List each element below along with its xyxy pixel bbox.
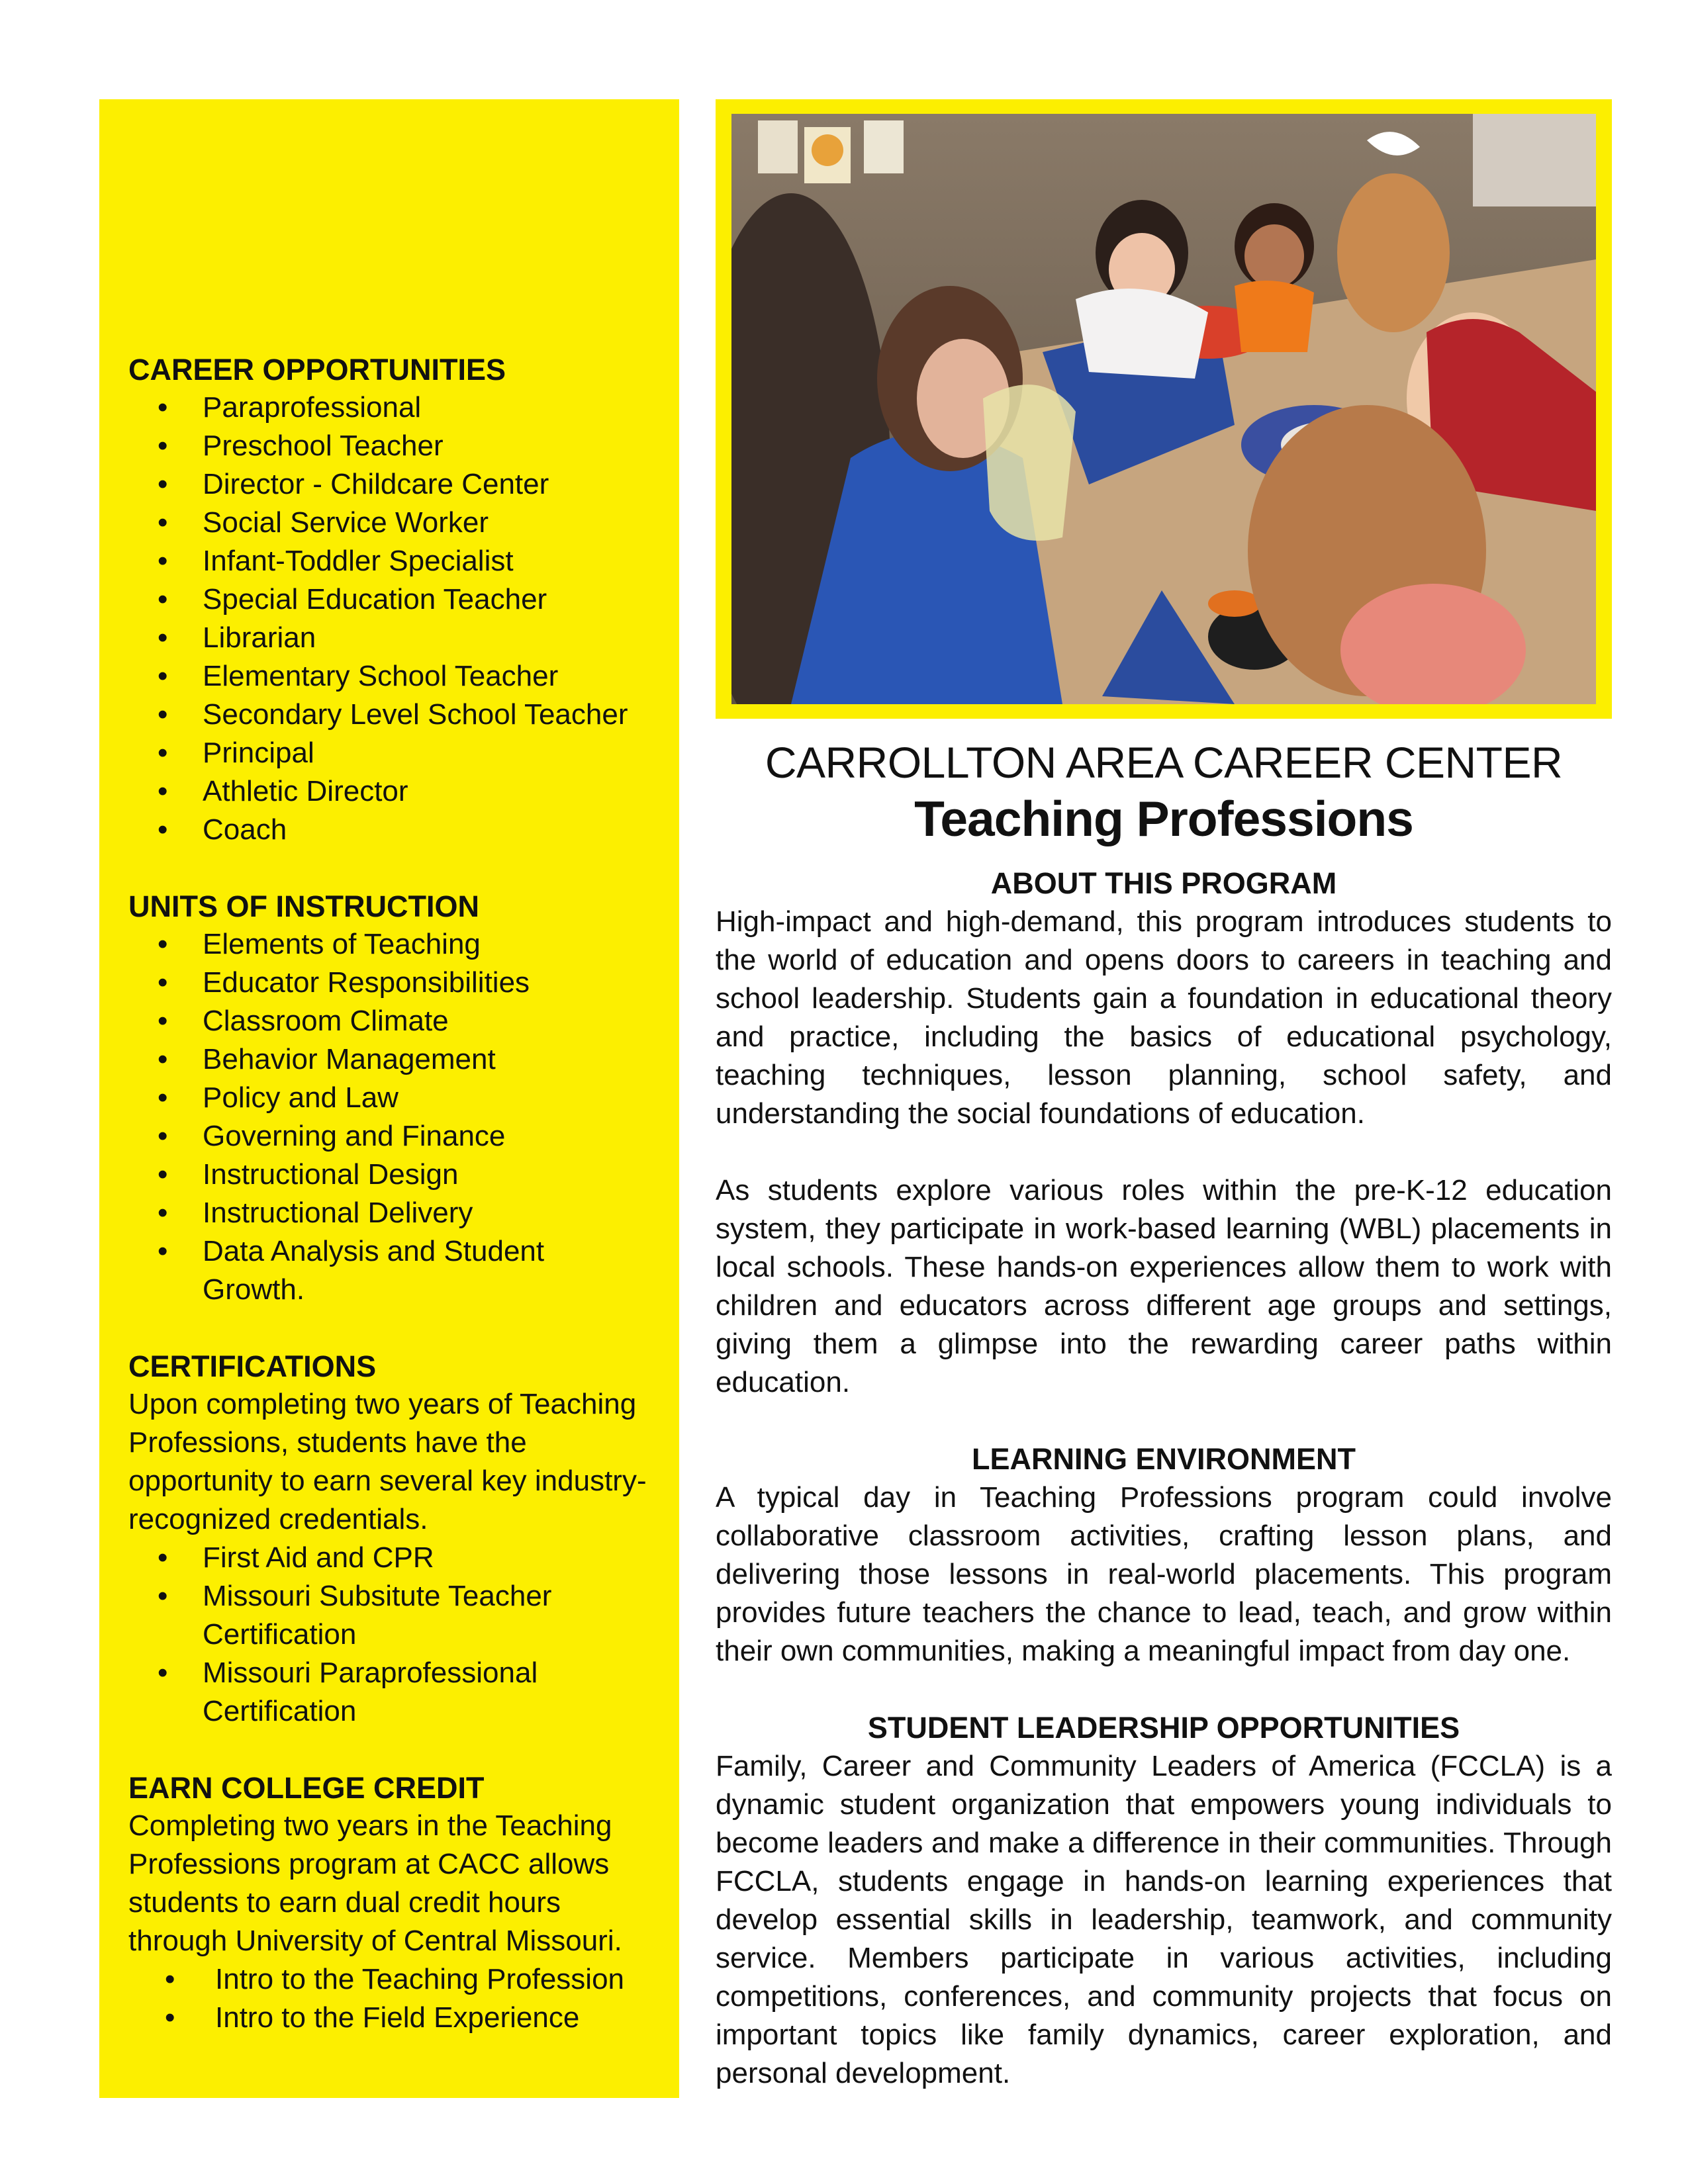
career-heading: CAREER OPPORTUNITIES bbox=[128, 353, 506, 387]
college-list bbox=[128, 1960, 653, 2037]
list-item: • Coach bbox=[128, 811, 653, 849]
college-intro: Completing two years in the Teaching Professions program at CACC allows students to earn dual credit hours through University of Central Missouri. bbox=[128, 1809, 622, 1957]
list-item: • Athletic Director bbox=[128, 772, 653, 811]
list-item: • Missouri Paraprofessional Certification bbox=[128, 1654, 653, 1731]
photo-frame bbox=[716, 99, 1612, 719]
list-item: • Elementary School Teacher bbox=[128, 657, 653, 696]
certifications-list bbox=[128, 1539, 653, 1731]
list-item: • Intro to the Teaching Profession bbox=[128, 1960, 653, 1999]
list-item: • Intro to the Field Experience bbox=[128, 1999, 653, 2037]
units-list bbox=[128, 925, 653, 1309]
list-item: • Policy and Law bbox=[128, 1079, 653, 1117]
program-title: Teaching Professions bbox=[914, 791, 1413, 846]
list-item: • Special Education Teacher bbox=[128, 580, 653, 619]
list-item: • Principal bbox=[128, 734, 653, 772]
about-heading: ABOUT THIS PROGRAM bbox=[990, 866, 1337, 900]
list-item: • Librarian bbox=[128, 619, 653, 657]
environment-heading: LEARNING ENVIRONMENT bbox=[971, 1442, 1356, 1476]
list-item: • Infant-Toddler Specialist bbox=[128, 542, 653, 580]
certifications-intro: Upon completing two years of Teaching Professions, students have the opportunity to earn several key industry-recognized credentials. bbox=[128, 1388, 647, 1535]
list-item: • Governing and Finance bbox=[128, 1117, 653, 1156]
main-content bbox=[716, 735, 1612, 2093]
about-paragraph-1: High-impact and high-demand, this program introduces students to the world of education and opens doors to careers in teaching and school leadership. Students gain a foundation in educational theory and practice, including the basics of educational psychology, teaching techniques, lesson planning, school safety, and understanding the social foundations of education. bbox=[716, 905, 1612, 1130]
list-item: • Director - Childcare Center bbox=[128, 465, 653, 504]
list-item: • Missouri Subsitute Teacher Certification bbox=[128, 1577, 653, 1654]
list-item: • Classroom Climate bbox=[128, 1002, 653, 1040]
list-item: • First Aid and CPR bbox=[128, 1539, 653, 1577]
environment-paragraph: A typical day in Teaching Professions program could involve collaborative classroom activities, crafting lesson plans, and delivering those lessons in real-world placements. This program provides future teachers the chance to lead, teach, and grow within their own communities, making a meaningful impact from day one. bbox=[716, 1481, 1612, 1667]
leadership-paragraph: Family, Career and Community Leaders of America (FCCLA) is a dynamic student organization that empowers young individuals to become leaders and make a difference in their communities. Through FCCLA, students engage in hands-on learning experiences that develop essential skills in leadership, teamwork, and community service. Members participate in various activities, including competitions, conferences, and community projects that focus on important topics like family dynamics, career exploration, and personal development. bbox=[716, 1750, 1612, 2089]
list-item: • Secondary Level School Teacher bbox=[128, 696, 653, 734]
certifications-heading: CERTIFICATIONS bbox=[128, 1349, 377, 1383]
list-item: • Educator Responsibilities bbox=[128, 964, 653, 1002]
sidebar bbox=[99, 99, 679, 2098]
list-item: • Behavior Management bbox=[128, 1040, 653, 1079]
units-heading: UNITS OF INSTRUCTION bbox=[128, 889, 479, 923]
list-item: • Data Analysis and Student Growth. bbox=[128, 1232, 653, 1309]
college-heading: EARN COLLEGE CREDIT bbox=[128, 1771, 485, 1805]
list-item: • Preschool Teacher bbox=[128, 427, 653, 465]
about-paragraph-2: As students explore various roles within the pre-K-12 education system, they participate in work-based learning (WBL) placements in local schools. These hands-on experiences allow them to work with children and educators across different age groups and settings, giving them a glimpse into the rewarding career paths within education. bbox=[716, 1174, 1612, 1398]
list-item: • Instructional Design bbox=[128, 1156, 653, 1194]
list-item: • Social Service Worker bbox=[128, 504, 653, 542]
org-title: CARROLLTON AREA CAREER CENTER bbox=[765, 738, 1563, 787]
list-item: • Paraprofessional bbox=[128, 388, 653, 427]
list-item: • Elements of Teaching bbox=[128, 925, 653, 964]
classroom-photo bbox=[731, 114, 1596, 704]
leadership-heading: STUDENT LEADERSHIP OPPORTUNITIES bbox=[867, 1711, 1460, 1745]
list-item: • Instructional Delivery bbox=[128, 1194, 653, 1232]
career-list bbox=[128, 388, 653, 849]
